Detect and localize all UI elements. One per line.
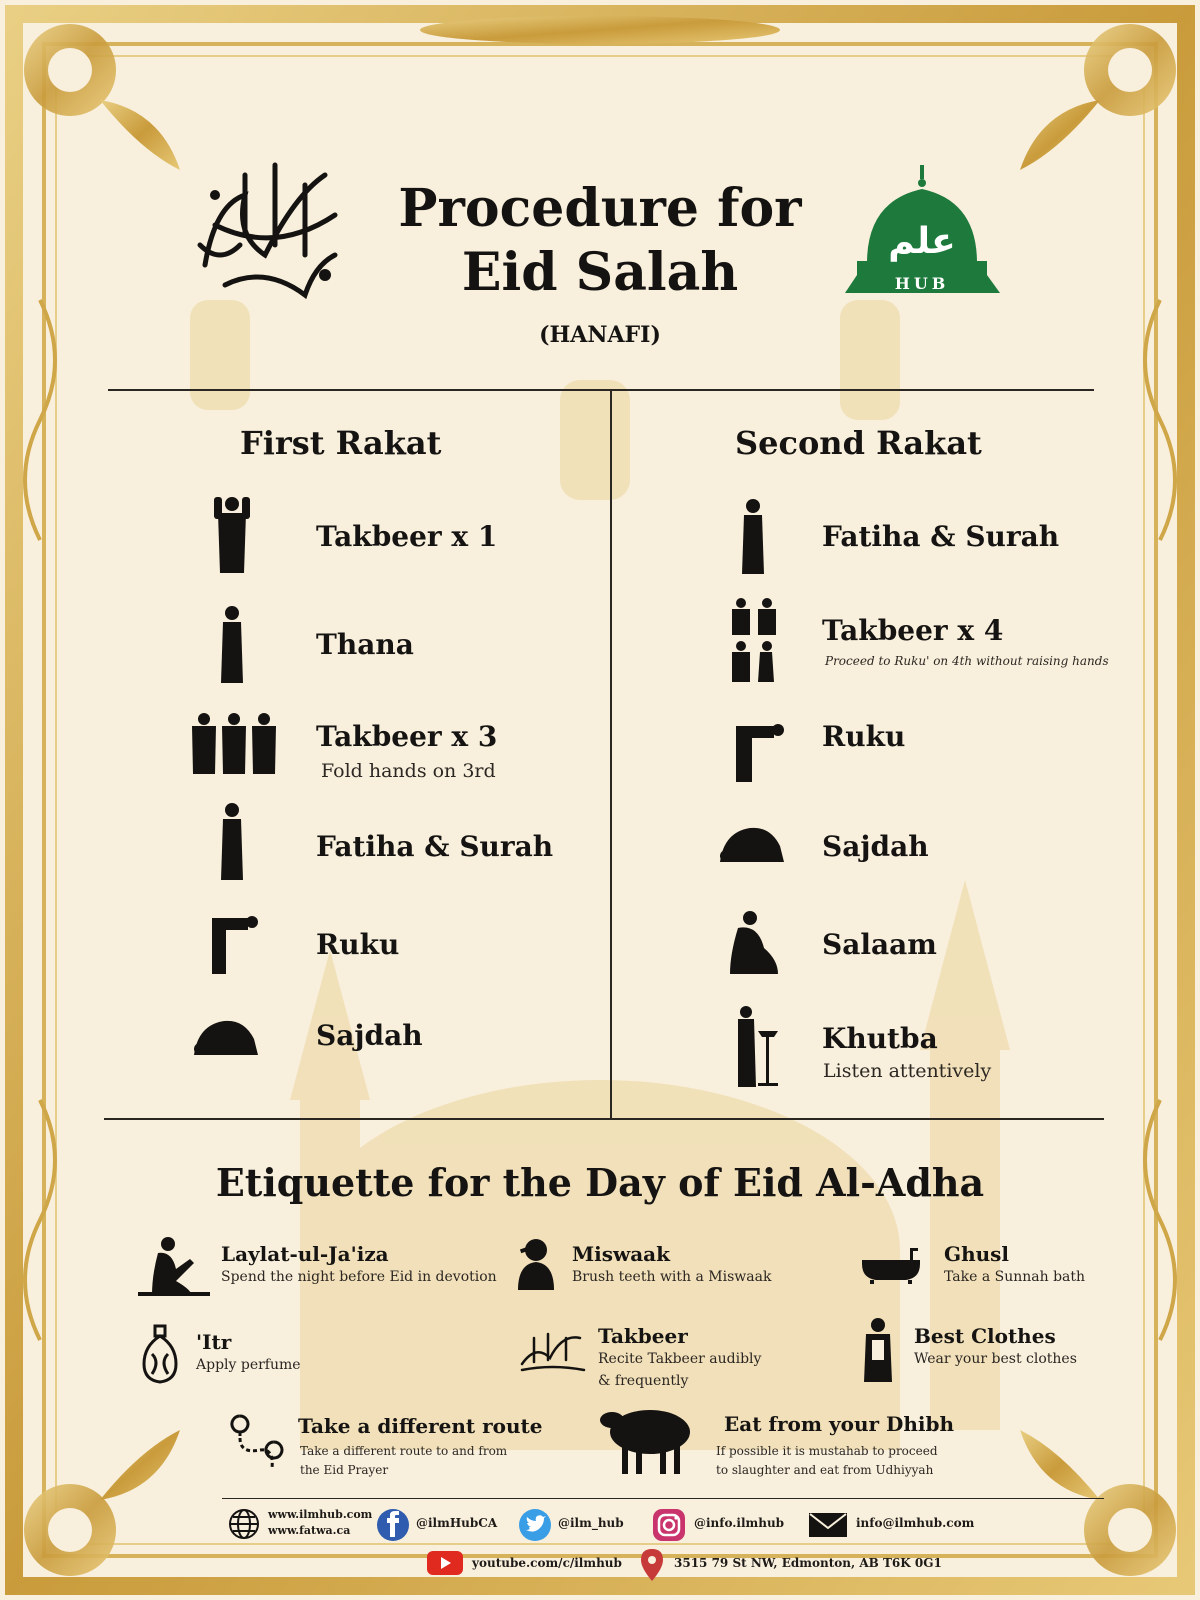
bowing-icon-2 — [730, 720, 786, 782]
footer-instagram[interactable]: @info.ilmhub — [694, 1516, 785, 1530]
etiquette-2-desc: Brush teeth with a Miswaak — [572, 1269, 772, 1285]
footer-web-1[interactable]: www.ilmhub.com — [268, 1508, 373, 1521]
second-step-2: Takbeer x 4 — [822, 614, 1004, 647]
page-subtitle: (HANAFI) — [539, 322, 661, 348]
etiquette-6-title: Best Clothes — [914, 1324, 1056, 1348]
second-step-5: Salaam — [822, 928, 937, 961]
sheep-icon — [598, 1398, 702, 1476]
youtube-icon[interactable] — [426, 1550, 464, 1576]
twitter-icon[interactable] — [518, 1508, 552, 1542]
etiquette-4-title: 'Itr — [196, 1330, 232, 1354]
globe-icon — [228, 1508, 260, 1540]
etiquette-7-desc-1: Take a different route to and from — [300, 1444, 508, 1458]
email-icon[interactable] — [808, 1512, 848, 1538]
logo-text: HUB — [894, 274, 950, 293]
first-step-5: Ruku — [316, 928, 400, 961]
first-step-3-note: Fold hands on 3rd — [321, 760, 496, 782]
standing-icon-2 — [218, 802, 246, 882]
prostrating-icon-2 — [716, 822, 786, 864]
etiquette-1-title: Laylat-ul-Ja'iza — [221, 1242, 389, 1266]
first-step-1: Takbeer x 1 — [316, 520, 498, 553]
etiquette-title: Etiquette for the Day of Eid Al-Adha — [215, 1160, 985, 1205]
footer-email[interactable]: info@ilmhub.com — [856, 1516, 975, 1530]
second-step-2-note: Proceed to Ruku' on 4th without raising hands — [825, 654, 1109, 668]
prostrating-icon — [190, 1015, 260, 1057]
center-divider — [610, 390, 612, 1118]
footer-twitter[interactable]: @ilm_hub — [558, 1516, 624, 1530]
khutba-icon — [734, 1005, 784, 1089]
bowing-icon — [206, 912, 260, 974]
hands-raised-icon — [212, 495, 252, 575]
clothes-icon — [862, 1318, 894, 1384]
second-step-3: Ruku — [822, 720, 906, 753]
perfume-icon — [142, 1324, 178, 1384]
top-divider — [108, 389, 1094, 391]
miswaak-icon — [512, 1236, 560, 1290]
second-rakat-heading: Second Rakat — [735, 424, 982, 462]
etiquette-8-desc-2: to slaughter and eat from Udhiyyah — [716, 1463, 934, 1477]
bottom-divider — [104, 1118, 1104, 1120]
footer-address: 3515 79 St NW, Edmonton, AB T6K 0G1 — [674, 1556, 942, 1570]
second-step-6-note: Listen attentively — [823, 1060, 992, 1082]
etiquette-3-title: Ghusl — [944, 1242, 1010, 1266]
etiquette-8-desc-1: If possible it is mustahab to proceed — [716, 1444, 938, 1458]
etiquette-7-desc-2: the Eid Prayer — [300, 1463, 389, 1477]
etiquette-6-desc: Wear your best clothes — [914, 1351, 1077, 1367]
footer-youtube[interactable]: youtube.com/c/ilmhub — [472, 1556, 622, 1570]
logo-arabic: علم — [888, 221, 956, 262]
sitting-icon — [728, 910, 780, 974]
ilmhub-logo — [845, 165, 1000, 300]
bathtub-icon — [860, 1244, 922, 1284]
facebook-icon[interactable] — [376, 1508, 410, 1542]
first-step-6: Sajdah — [316, 1019, 423, 1052]
second-step-4: Sajdah — [822, 830, 929, 863]
eid-mubarak-calligraphy-icon — [185, 155, 355, 315]
four-figures-icon — [730, 598, 778, 684]
etiquette-7-title: Take a different route — [298, 1414, 543, 1438]
second-step-1: Fatiha & Surah — [822, 520, 1060, 553]
etiquette-4-desc: Apply perfume — [196, 1357, 301, 1373]
first-rakat-heading: First Rakat — [240, 424, 442, 462]
etiquette-5-title: Takbeer — [598, 1324, 688, 1348]
etiquette-2-title: Miswaak — [572, 1242, 670, 1266]
three-figures-icon — [190, 712, 278, 776]
first-step-2: Thana — [316, 628, 414, 661]
page-title-line2: Eid Salah — [461, 242, 739, 303]
etiquette-3-desc: Take a Sunnah bath — [944, 1269, 1086, 1285]
etiquette-5-desc-1: Recite Takbeer audibly — [598, 1351, 762, 1367]
standing-icon — [218, 605, 246, 685]
etiquette-8-title: Eat from your Dhibh — [724, 1412, 955, 1436]
footer-web-2[interactable]: www.fatwa.ca — [268, 1524, 351, 1537]
location-pin-icon — [640, 1548, 664, 1582]
etiquette-5-desc-2: & frequently — [598, 1373, 689, 1389]
instagram-icon[interactable] — [652, 1508, 686, 1542]
second-step-6: Khutba — [822, 1022, 938, 1055]
first-step-3: Takbeer x 3 — [316, 720, 498, 753]
page-title-line1: Procedure for — [398, 178, 802, 239]
footer-facebook[interactable]: @ilmHubCA — [416, 1516, 498, 1530]
route-icon — [226, 1412, 288, 1470]
footer-divider — [222, 1498, 1104, 1499]
prayer-icon — [138, 1236, 210, 1296]
calligraphy-icon — [518, 1328, 588, 1374]
etiquette-1-desc: Spend the night before Eid in devotion — [221, 1269, 497, 1285]
first-step-4: Fatiha & Surah — [316, 830, 554, 863]
standing-icon-3 — [740, 498, 766, 576]
